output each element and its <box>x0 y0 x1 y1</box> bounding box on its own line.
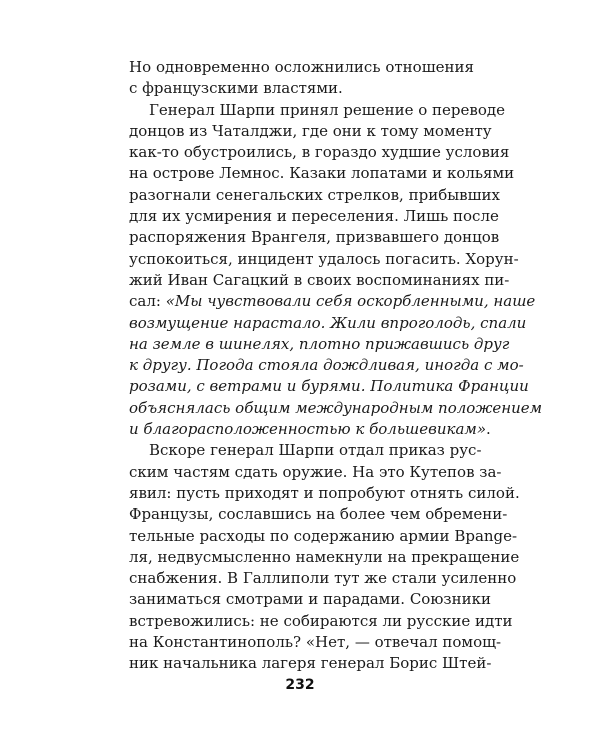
text-line <box>129 270 510 291</box>
text-run: сал: <box>129 292 166 311</box>
quote-text: на земле в шинелях, плотно прижавшись друг <box>129 334 510 353</box>
paragraph <box>129 57 474 100</box>
text-line <box>129 121 492 142</box>
quote-text: объяснялась общим международным положением <box>129 398 543 417</box>
paragraph <box>129 100 543 441</box>
text-line <box>129 249 519 270</box>
text-run: Вскоре генерал Шарпи отдал приказ рус- <box>149 441 482 460</box>
text-line <box>129 227 500 248</box>
text-line <box>129 440 482 461</box>
text-line <box>129 653 492 674</box>
text-line <box>129 483 520 504</box>
text-run: заниматься смотрами и парадами. Союзники <box>129 590 491 609</box>
text-run: донцов из Чаталджи, где они к тому моменту <box>129 121 492 140</box>
text-run: Но одновременно осложнились отношения <box>129 58 474 76</box>
text-line <box>129 547 520 568</box>
text-run: на острове Лемнос. Казаки лопатами и кольями <box>129 164 515 183</box>
body-text <box>129 57 543 675</box>
text-line <box>129 504 508 525</box>
text-run: ник начальника лагеря генерал Борис Штей- <box>129 654 492 673</box>
text-line <box>129 206 499 227</box>
quote-text: и благорасположенностью к большевикам» <box>129 420 487 439</box>
text-run: разогнали сенегальских стрелков, прибывших <box>129 185 501 204</box>
text-run: Генерал Шарпи принял решение о переводе <box>149 100 505 119</box>
text-run: тельные расходы по содержанию армии Врange- <box>129 526 518 545</box>
text-run: . <box>486 420 491 439</box>
text-line <box>129 419 491 440</box>
quote-text: розами, с ветрами и бурями. Политика Франции <box>129 377 529 396</box>
text-run: ля, недвусмысленно намекнули на прекращение <box>129 547 520 566</box>
text-line <box>129 355 524 376</box>
text-run: Французы, сославшись на более чем обремени- <box>129 505 508 524</box>
paragraph <box>129 440 520 674</box>
text-line <box>129 313 527 334</box>
quote-text: «Мы чувствовали себя оскорбленными, наше <box>165 292 536 311</box>
text-line <box>129 291 536 312</box>
text-line <box>129 462 502 483</box>
text-line <box>129 334 510 355</box>
text-run: снабжения. В Галлиполи тут же стали усиленно <box>129 569 517 588</box>
text-line <box>129 632 502 653</box>
text-line <box>129 398 543 419</box>
text-run: успокоиться, инцидент удалось погасить. Хорун- <box>129 249 519 268</box>
text-line <box>129 142 510 163</box>
text-run: ским частям сдать оружие. На это Кутепов за- <box>129 462 502 481</box>
text-line <box>129 376 529 397</box>
text-run: для их усмирения и переселения. Лишь после <box>129 207 499 226</box>
page-number: 232 <box>285 677 315 693</box>
text-line <box>129 57 474 78</box>
text-line <box>129 163 515 184</box>
text-line <box>129 185 501 206</box>
quote-text: к другу. Погода стояла дождливая, иногда с мо- <box>129 356 524 375</box>
text-line <box>129 78 474 99</box>
text-run: на Константинополь? «Нет, — отвечал помощ- <box>129 633 502 652</box>
text-run: с французскими властями. <box>129 79 343 98</box>
text-run: явил: пусть приходят и попробуют отнять силой. <box>129 483 520 502</box>
text-run: как-то обустроились, в гораздо худшие условия <box>129 143 510 162</box>
text-run: встревожились: не собираются ли русские идти <box>129 611 513 630</box>
text-line <box>129 611 513 632</box>
quote-text: возмущение нарастало. Жили впроголодь, спали <box>129 313 527 332</box>
text-line <box>129 100 505 121</box>
text-run: жий Иван Сагацкий в своих воспоминаниях пи- <box>129 270 510 289</box>
text-run: распоряжения Врангеля, призвавшего донцов <box>129 228 500 247</box>
text-line <box>129 589 491 610</box>
text-line <box>129 568 517 589</box>
text-line <box>129 526 518 547</box>
